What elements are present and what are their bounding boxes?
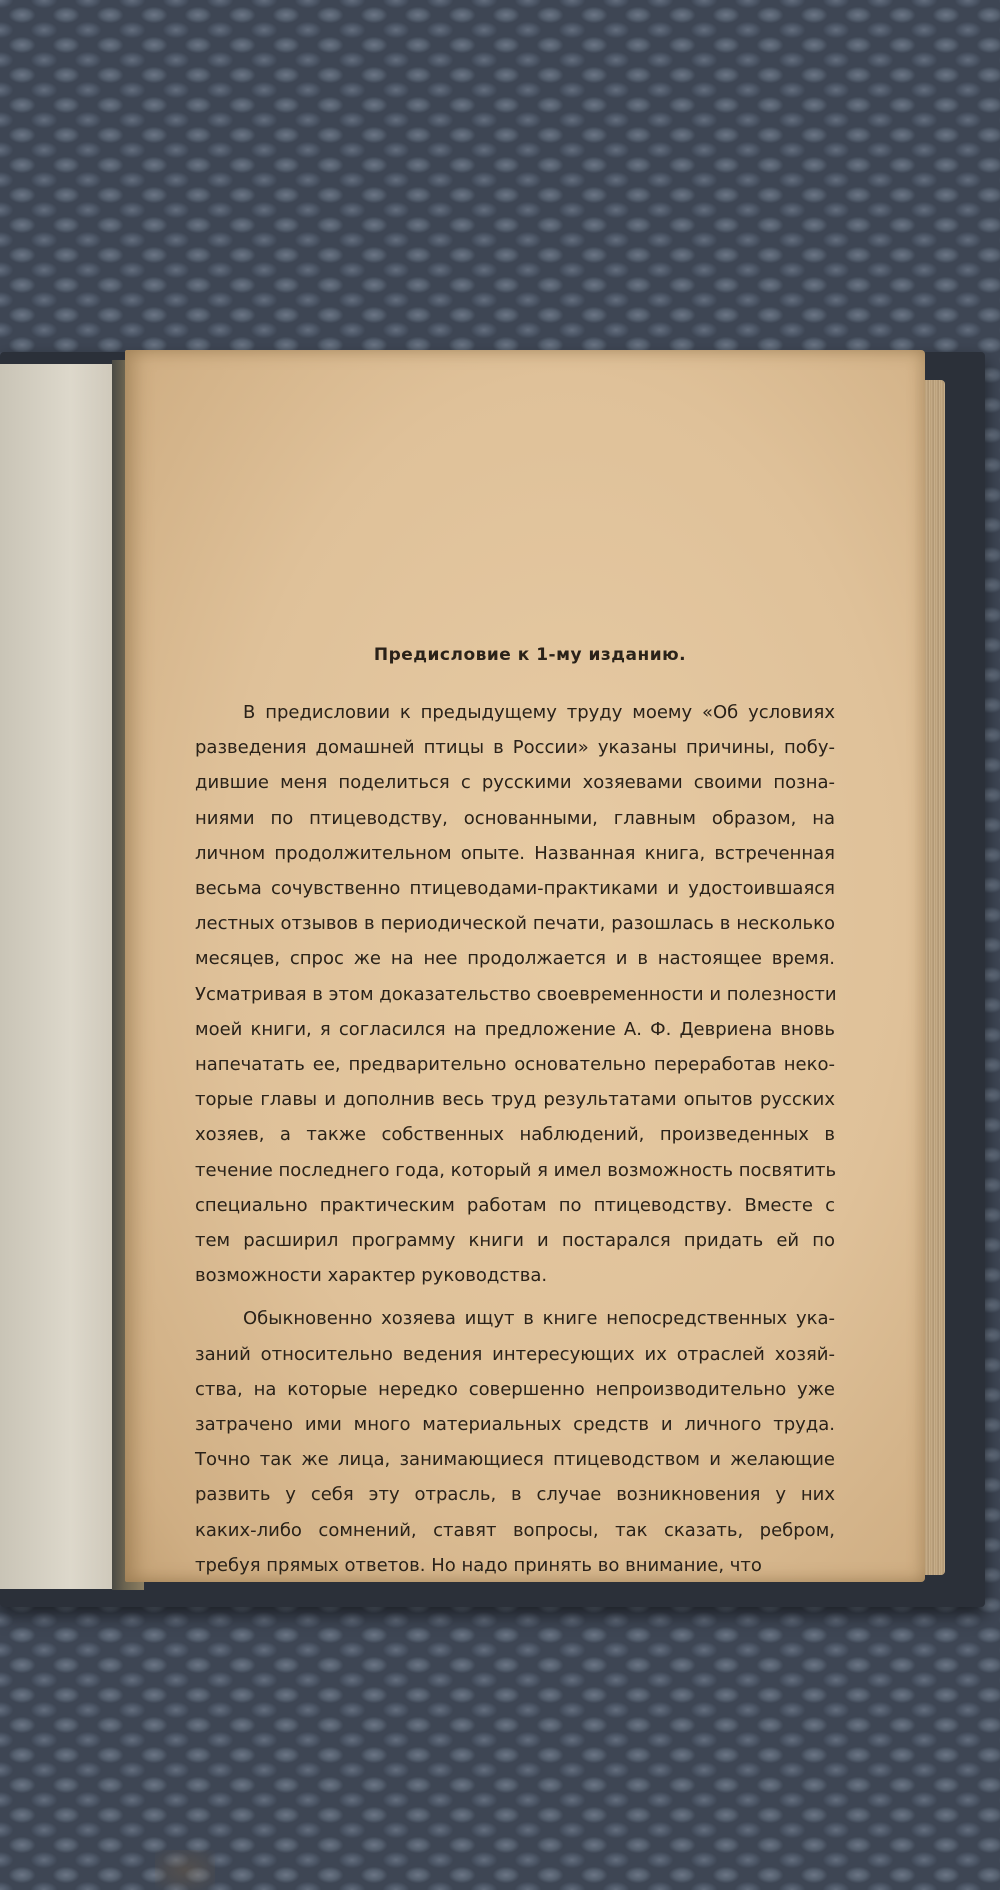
text-line: Обыкновенно хозяева ищут в книге непосредственных ука- xyxy=(243,1308,835,1330)
paragraph xyxy=(195,695,835,1293)
text-line: моей книги, я согласился на предложение А. Ф. Девриена вновь xyxy=(195,1018,835,1040)
text-line: затрачено ими много материальных средств и личного труда. xyxy=(195,1414,835,1436)
preface-body xyxy=(195,695,835,1583)
text-line: торые главы и дополнив весь труд результатами опытов русских xyxy=(195,1089,835,1111)
text-line: специально практическим работам по птицеводству. Вместе с xyxy=(195,1194,835,1216)
text-line: напечатать ее, предварительно основательно переработав неко- xyxy=(195,1054,835,1076)
text-line: течение последнего года, который я имел возможность посвятить xyxy=(195,1159,837,1181)
text-line: дившие меня поделиться с русскими хозяевами своими позна- xyxy=(195,772,835,794)
paragraph xyxy=(195,1301,835,1583)
text-line: каких-либо сомнений, ставят вопросы, так сказать, ребром, xyxy=(195,1519,835,1541)
preface-heading: Предисловие к 1-му изданию. xyxy=(373,645,687,665)
text-line: весьма сочувственно птицеводами-практиками и удостоившаяся xyxy=(195,878,835,900)
text-line: тем расширил программу книги и постарался придать ей по xyxy=(195,1230,835,1252)
right-page xyxy=(125,350,925,1582)
text-line: месяцев, спрос же на нее продолжается и в настоящее время. xyxy=(195,948,835,970)
left-page-flyleaf xyxy=(0,364,128,1589)
text-line: лестных отзывов в периодической печати, разошлась в несколько xyxy=(195,913,835,935)
text-line: личном продолжительном опыте. Названная книга, встреченная xyxy=(195,842,835,864)
text-line: требуя прямых ответов. Но надо принять во внимание, что xyxy=(195,1554,762,1576)
text-line: разведения домашней птицы в России» указаны причины, побу- xyxy=(195,737,835,759)
text-line: ства, на которые нередко совершенно непроизводительно уже xyxy=(195,1378,835,1400)
text-line: Точно так же лица, занимающиеся птицеводством и желающие xyxy=(195,1449,835,1471)
text-line: возможности характер руководства. xyxy=(195,1265,548,1287)
text-line: хозяев, а также собственных наблюдений, произведенных в xyxy=(195,1124,835,1146)
page-text xyxy=(195,645,835,1591)
text-line: развить у себя эту отрасль, в случае возникновения у них xyxy=(195,1484,835,1506)
text-line: заний относительно ведения интересующих их отраслей хозяй- xyxy=(195,1343,835,1365)
text-line: ниями по птицеводству, основанными, главным образом, на xyxy=(195,807,835,829)
paper-stain xyxy=(155,1850,215,1890)
text-line: Усматривая в этом доказательство своевременности и полезности xyxy=(195,983,837,1005)
text-line: В предисловии к предыдущему труду моему «Об условиях xyxy=(243,702,835,723)
